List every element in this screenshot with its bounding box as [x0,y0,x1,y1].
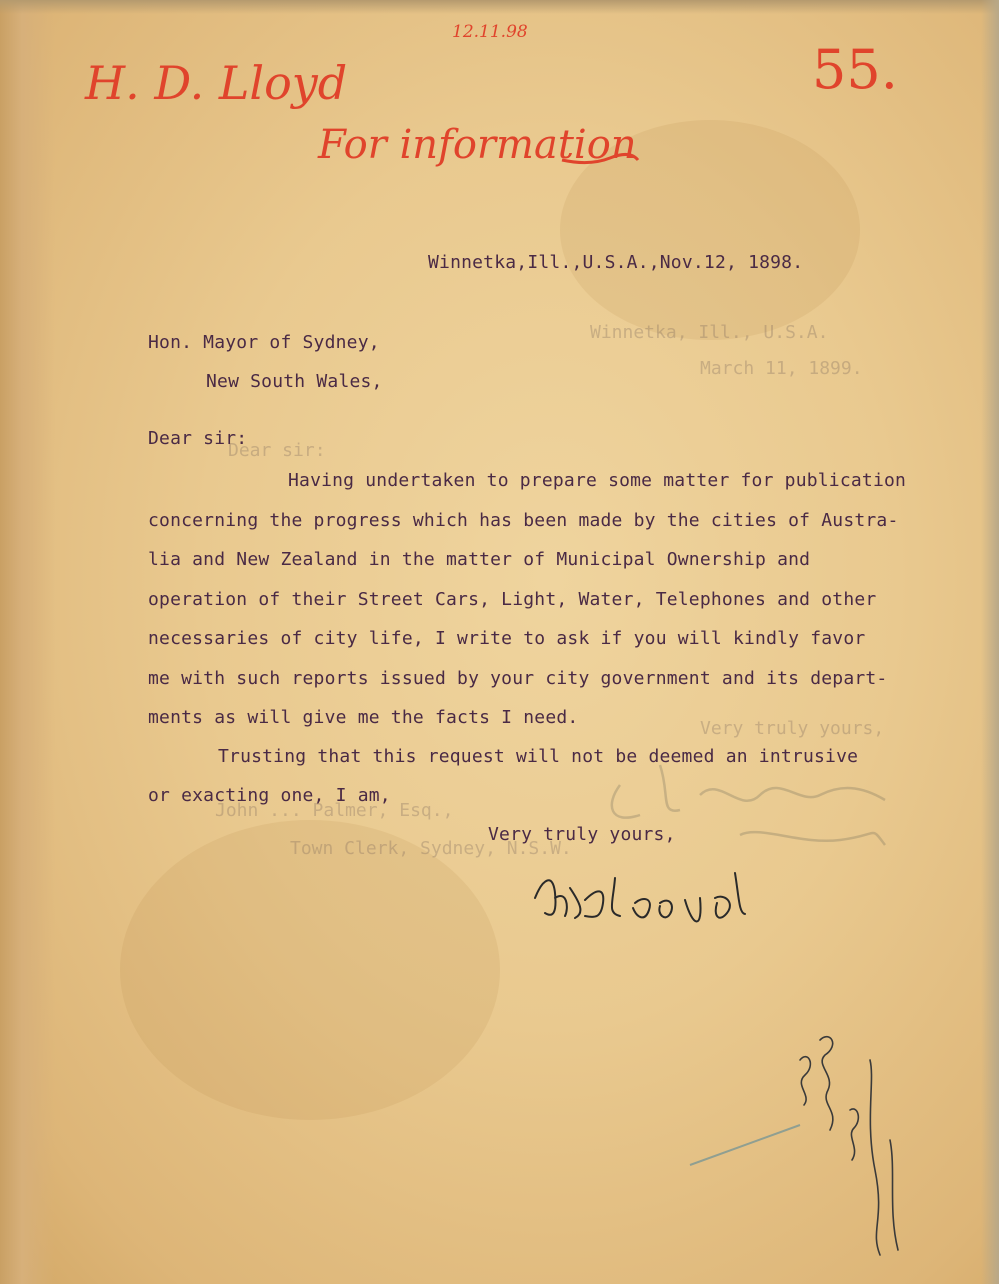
file-number-annotation: 55. [812,38,898,101]
bleed-through-closing: Very truly yours, [700,718,885,739]
body-line: concerning the progress which has been made by the cities of Austra- [148,510,899,531]
bleed-through-signature [600,755,900,885]
bleed-through-addressee: Town Clerk, Sydney, N.S.W. [290,838,572,859]
closing-line: Trusting that this request will not be deemed an intrusive [218,746,859,767]
salutation: Dear sir: [148,428,248,449]
paper-left-edge [0,0,55,1284]
recipient-line-2: New South Wales, [206,371,383,392]
name-annotation: H. D. Lloyd [85,56,348,110]
closing-line: or exacting one, I am, [148,785,391,806]
body-line: operation of their Street Cars, Light, Water, Telephones and other [148,589,877,610]
letter-place-date: Winnetka,Ill.,U.S.A.,Nov.12, 1898. [428,252,804,273]
body-line: Having undertaken to prepare some matter for publication [288,470,907,491]
bleed-through-addressee: John ... Palmer, Esq., [215,800,454,821]
for-information-annotation: For information [318,122,637,168]
paper-stain [120,820,500,1120]
paper-right-edge [981,0,999,1284]
date-annotation: 12.11.98 [452,22,528,42]
bleed-through-date: March 11, 1899. [700,358,863,379]
body-line: necessaries of city life, I write to ask if you will kindly favor [148,628,866,649]
valediction: Very truly yours, [488,824,676,845]
body-line: ments as will give me the facts I need. [148,707,579,728]
underline-flourish [560,150,640,170]
bleed-through-salutation: Dear sir: [228,440,326,461]
paper-top-edge [0,0,999,14]
recipient-line-1: Hon. Mayor of Sydney, [148,332,380,353]
blue-pencil-stroke [685,1120,805,1170]
body-line: me with such reports issued by your city government and its depart- [148,668,888,689]
body-line: lia and New Zealand in the matter of Municipal Ownership and [148,549,811,570]
bleed-through-place: Winnetka, Ill., U.S.A. [590,322,829,343]
